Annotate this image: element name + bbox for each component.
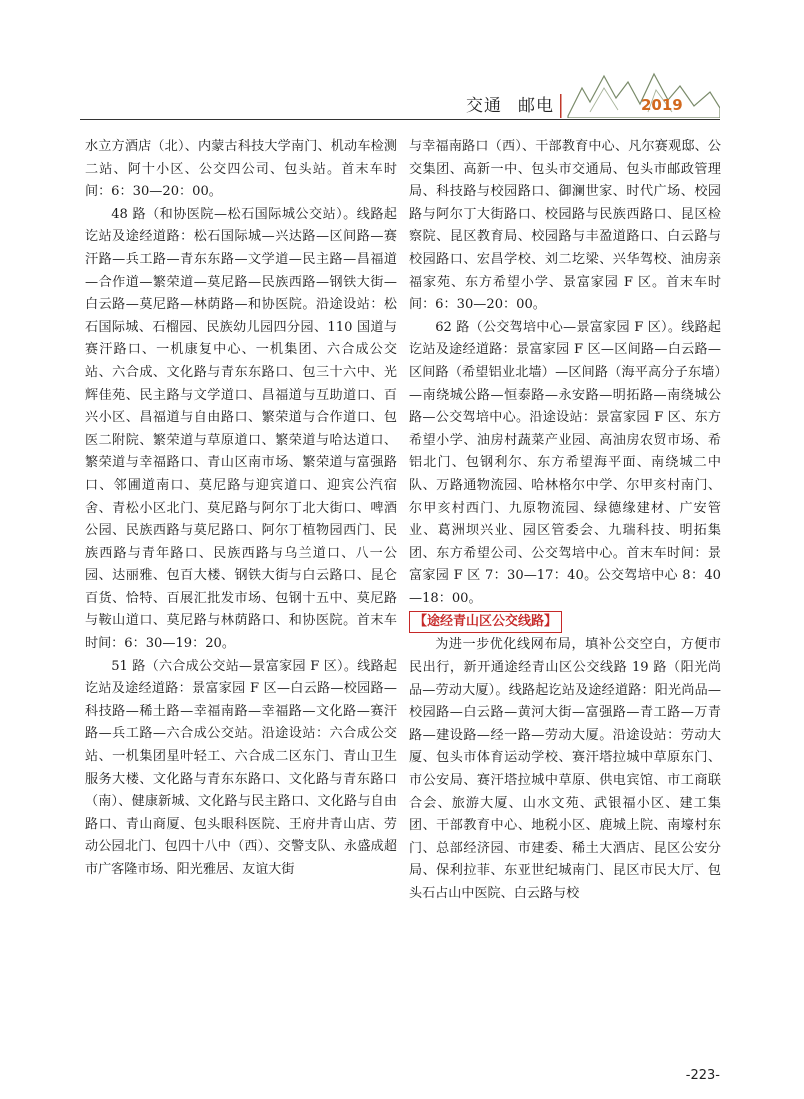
header-year: 2019: [641, 96, 683, 114]
page-header: [0, 0, 804, 122]
header-title: [466, 91, 554, 116]
page-number: -223-: [685, 1068, 720, 1083]
paragraph: 为进一步优化线网布局，填补公交空白，方便市民出行，新开通途经青山区公交线路 19 路（阳光尚品—劳动大厦）。线路起讫站及途经道路：阳光尚品—校园路—白云路—黄河大街—富强路—青工路—万青路—建设路—经一路—劳动大厦。沿途设站：劳动大厦、包头市体育运动学校、赛汗塔拉城中草原东门、市公安局、赛汗塔拉城中草原、供电宾馆、市工商联合会、旅游大厦、山水文苑、武银福小区、建工集团、干部教育中心、地税小区、鹿城上院、南壕村东门、总部经济园、市建委、稀土大酒店、昆区公安分局、保利拉菲、东亚世纪城南门、昆区市民大厅、包头石占山中医院、白云路与校: [409, 637, 721, 901]
paragraph: 62 路（公交驾培中心—景富家园 F 区）。线路起讫站及途经道路：景富家园 F 区—区间路—白云路—区间路（希望铝业北墙）—区间路（海平高分子东墙）—南绕城公路—恒泰路—永安路—明拓路—南绕城公路—公交驾培中心。沿途设站：景富家园 F 区、东方希望小学、油房村蔬菜产业园、高油房农贸市场、希铝北门、包钢利尔、东方希望海平面、南绕城二中队、万路通物流园、哈林格尔中学、尔甲亥村南门、尔甲亥村西门、九原物流园、绿德缘建材、广安管业、葛洲坝兴业、园区管委会、九瑞科技、明拓集团、东方希望公司、公交驾培中心。首末车时间：景富家园 F 区 7：30—17：40。公交驾培中心 8：40—18：00。: [409, 319, 721, 606]
paragraph: 48 路（和协医院—松石国际城公交站）。线路起讫站及途经道路：松石国际城—兴达路—区间路—赛汗路—兵工路—青东东路—文学道—民主路—昌福道—合作道—繁荣道—莫尼路—民族西路—钢铁大街—白云路—莫尼路—林荫路—和协医院。沿途设站：松石国际城、石榴园、民族幼儿园四分园、110 国道与赛汗路口、一机康复中心、一机集团、六合成公交站、六合成、文化路与青东东路口、包三十六中、光辉佳苑、民主路与文学道口、昌福道与互助道口、百兴小区、昌福道与自由路口、繁荣道与合作道口、包医二附院、繁荣道与草原道口、繁荣道与哈达道口、繁荣道与幸福路口、青山区南市场、繁荣道与富强路口、邻圃道南口、莫尼路与迎宾道口、迎宾公汽宿舍、青松小区北门、莫尼路与阿尔丁北大街口、啤酒公园、民族西路与莫尼路口、阿尔丁植物园西门、民族西路与青年路口、民族西路与乌兰道口、八一公园、达丽雅、包百大楼、钢铁大街与白云路口、昆仑百货、恰特、百展汇批发市场、包钢十五中、莫尼路与鞍山道口、莫尼路与林荫路口、和协医院。首末车时间：6：30—19：20。: [85, 206, 397, 652]
paragraph: 51 路（六合成公交站—景富家园 F 区）。线路起讫站及途经道路：景富家园 F 区—白云路—校园路—科技路—稀土路—幸福南路—幸福路—文化路—赛汗路—兵工路—六合成公交站。沿途设站：六合成公交站、一机集团星叶轻工、六合成二区东门、青山卫生服务大楼、文化路与青东东路口、文化路与青东路口（南）、健康新城、文化路与民主路口、文化路与自由路口、青山商厦、包头眼科医院、王府井青山店、劳动公园北门、包四十八中（西）、交警支队、永盛成超市广客隆市场、阳光雅居、友谊大街: [85, 658, 397, 877]
section-heading: 【途经青山区公交线路】: [409, 611, 562, 633]
header-rule: [80, 119, 720, 120]
left-column: [85, 136, 397, 882]
right-column: [409, 136, 721, 906]
paragraph: 水立方酒店（北）、内蒙古科技大学南门、机动车检测二站、阿十小区、公交四公司、包头站。首末车时间：6：30—20：00。: [85, 139, 397, 200]
paragraph: 与幸福南路口（西）、干部教育中心、凡尔赛观邸、公交集团、高新一中、包头市交通局、包头市邮政管理局、科技路与校园路口、御澜世家、时代广场、校园路与阿尔丁大街路口、校园路与民族西路口、昆区检察院、昆区教育局、校园路与丰盈道路口、白云路与校园路口、宏昌学校、刘二圪梁、兴华驾校、油房亲福家苑、东方希望小学、景富家园 F 区。首末车时间：6：30—20：00。: [409, 139, 721, 313]
header-subsection: 邮电: [518, 96, 554, 116]
mountain-banner-icon: [560, 68, 720, 118]
header-section: 交通: [466, 96, 502, 116]
